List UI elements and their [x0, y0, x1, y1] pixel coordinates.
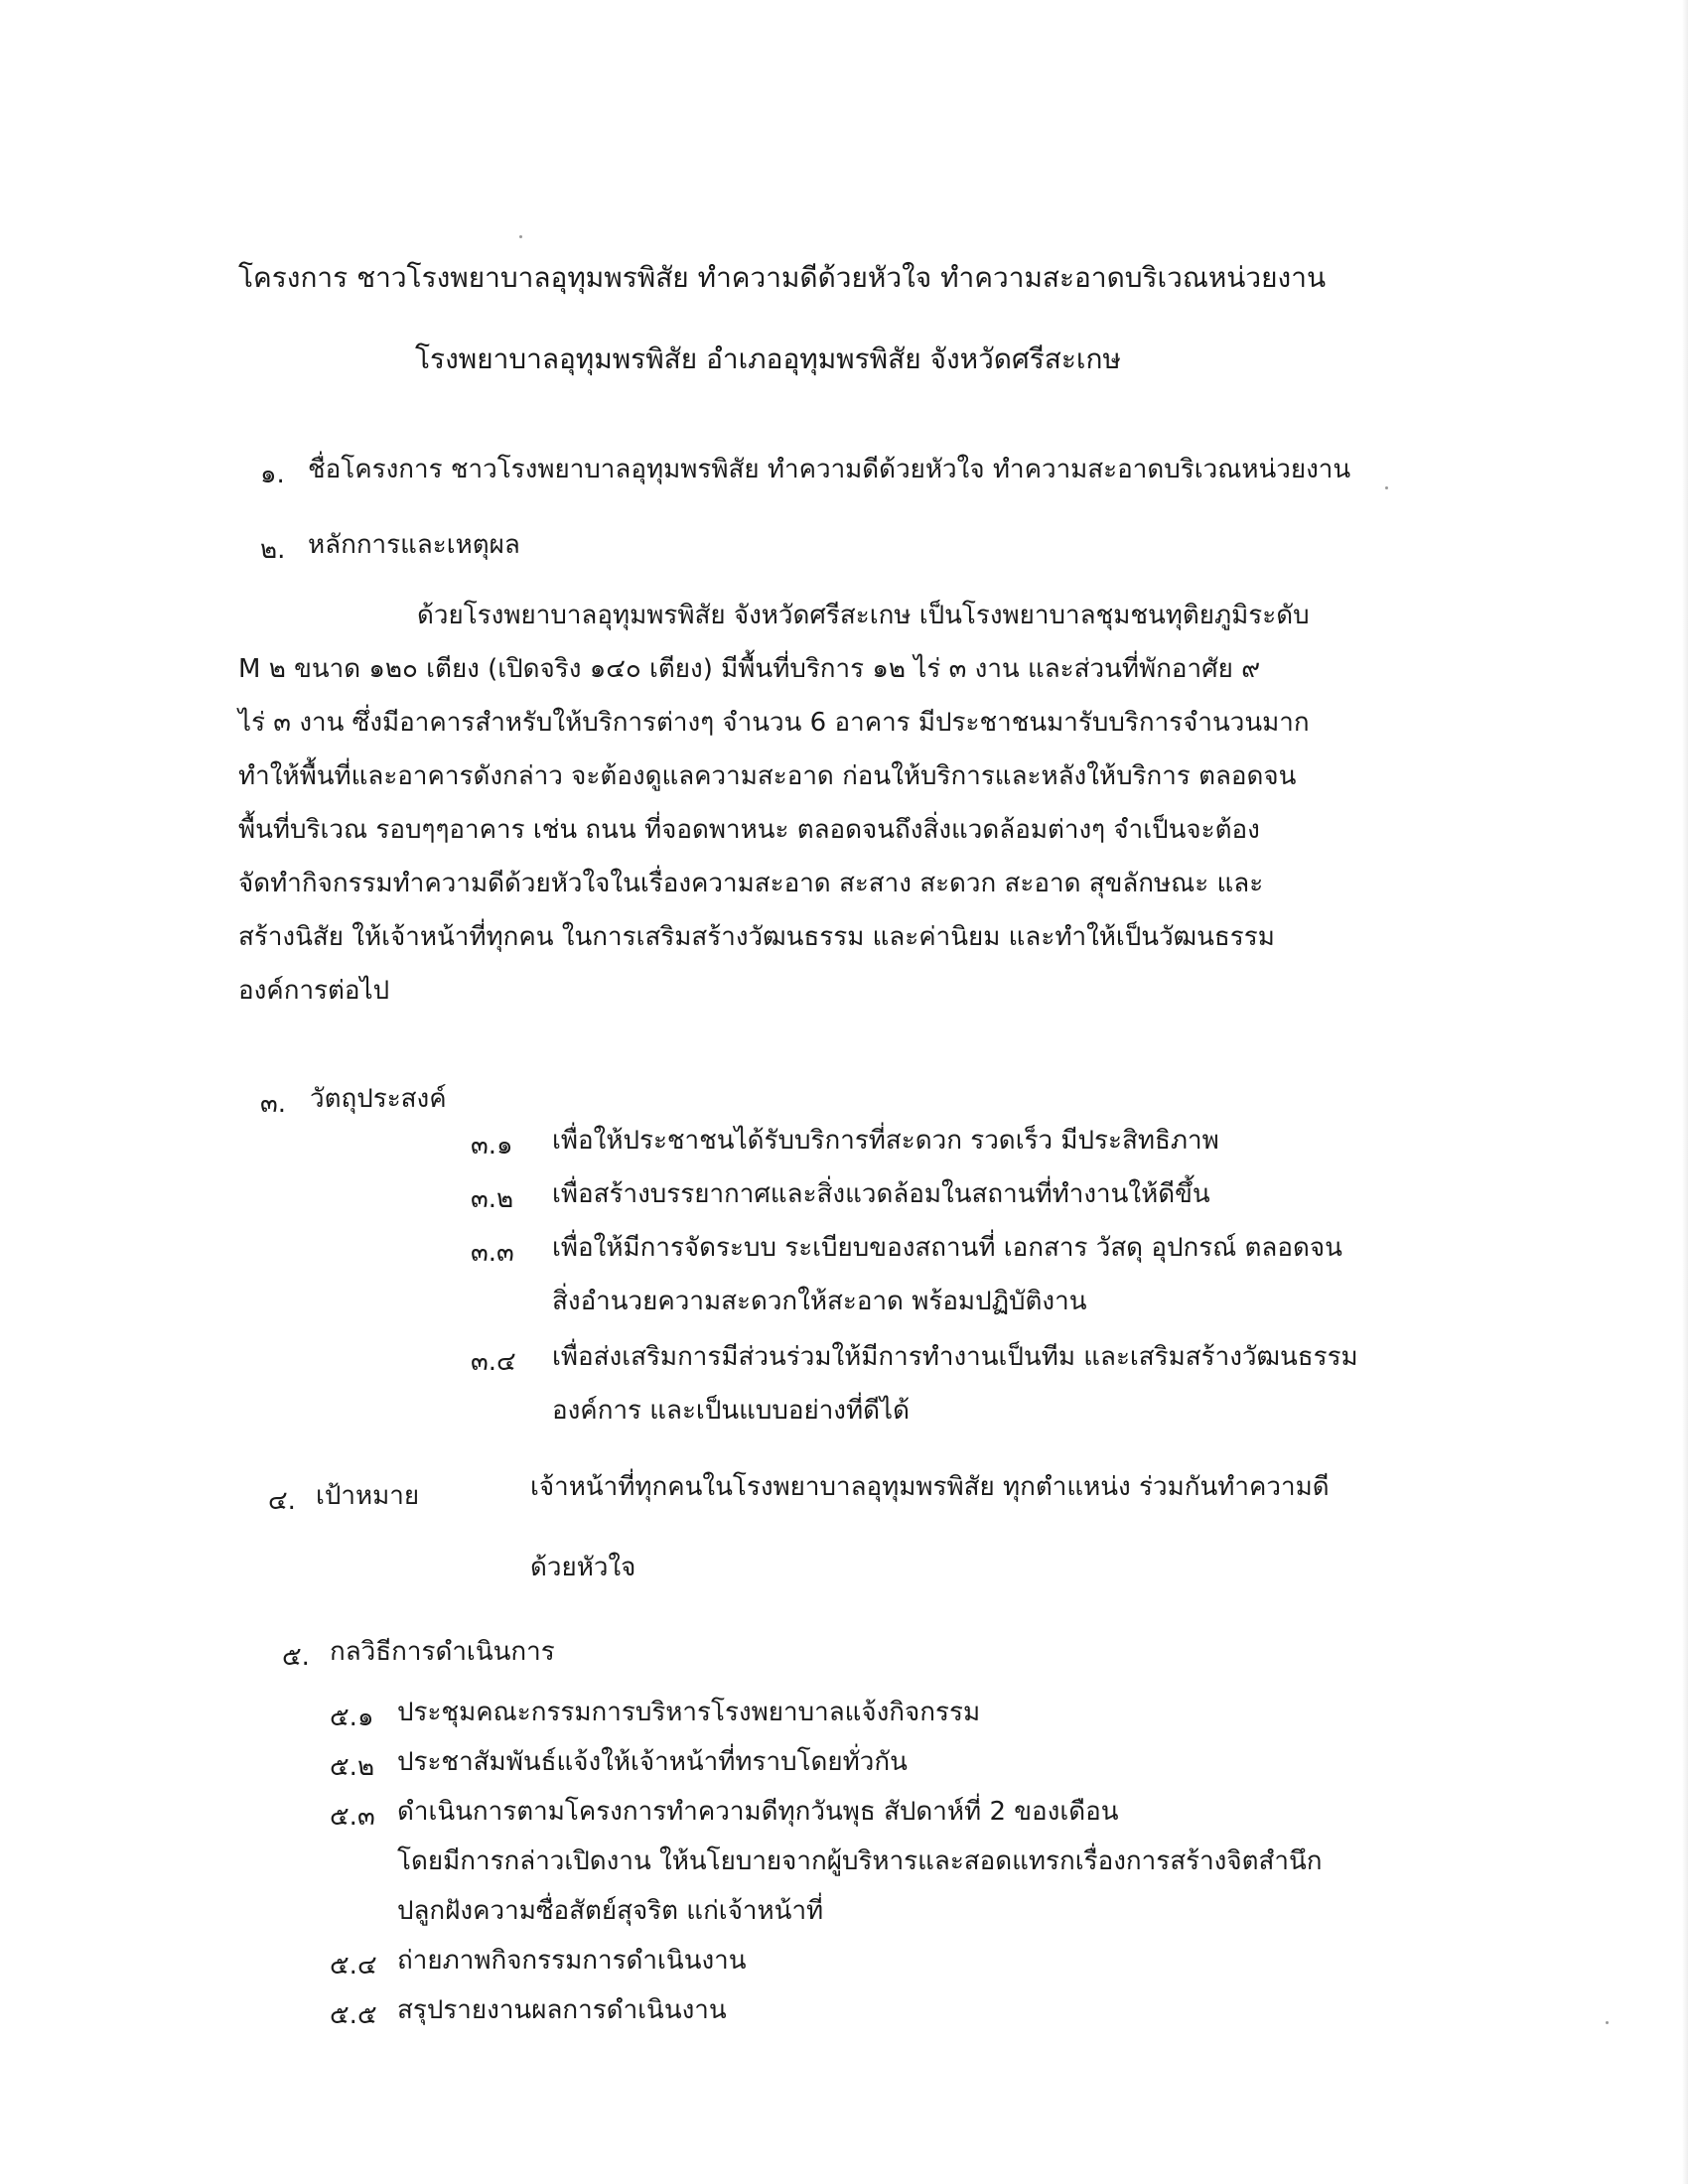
section-3-heading: วัตถุประสงค์: [310, 1084, 447, 1114]
section-2-paragraph-line: M ๒ ขนาด ๑๒๐ เตียง (เปิดจริง ๑๔๐ เตียง) มีพื้นที่บริการ ๑๒ ไร่ ๓ งาน และส่วนที่พักอาศัย ๙: [238, 654, 1261, 684]
objective-text-continued: สิ่งอำนวยความสะดวกให้สะอาด พร้อมปฏิบัติงาน: [552, 1287, 1087, 1316]
objective-number: ๓.๔: [471, 1347, 516, 1377]
section-2-paragraph-line: จัดทำกิจกรรมทำความดีด้วยหัวใจในเรื่องความสะอาด สะสาง สะดวก สะอาด สุขลักษณะ และ: [238, 869, 1264, 898]
method-number: ๕.๔: [330, 1951, 377, 1980]
scan-speck: [1606, 2021, 1609, 2024]
objective-number: ๓.๒: [471, 1184, 514, 1214]
section-5-number: ๕.: [282, 1642, 310, 1672]
method-text: ดำเนินการตามโครงการทำความดีทุกวันพุธ สัปดาห์ที่ 2 ของเดือน: [397, 1797, 1119, 1827]
scan-speck: [1385, 486, 1388, 489]
method-text: ประชาสัมพันธ์แจ้งให้เจ้าหน้าที่ทราบโดยทั่วกัน: [397, 1747, 908, 1777]
section-5-heading: กลวิธีการดำเนินการ: [330, 1637, 555, 1667]
section-4-target-text-continued: ด้วยหัวใจ: [530, 1553, 636, 1582]
method-text: ถ่ายภาพกิจกรรมการดำเนินงาน: [397, 1946, 747, 1976]
method-text-continued: ปลูกฝังความซื่อสัตย์สุจริต แก่เจ้าหน้าที่: [397, 1896, 824, 1926]
section-4-number: ๔.: [268, 1486, 296, 1516]
section-2-heading: หลักการและเหตุผล: [308, 530, 520, 560]
section-1-number: ๑.: [260, 460, 285, 489]
method-number: ๕.๒: [330, 1752, 375, 1782]
document-title-line-2: โรงพยาบาลอุทุมพรพิสัย อำเภออุทุมพรพิสัย จังหวัดศรีสะเกษ: [415, 342, 1121, 375]
section-1-project-name: ชื่อโครงการ ชาวโรงพยาบาลอุทุมพรพิสัย ทำความดีด้วยหัวใจ ทำความสะอาดบริเวณหน่วยงาน: [308, 455, 1351, 484]
scan-speck: [519, 235, 522, 238]
objective-text: เพื่อส่งเสริมการมีส่วนร่วมให้มีการทำงานเป็นทีม และเสริมสร้างวัฒนธรรม: [552, 1342, 1358, 1372]
method-text: สรุปรายงานผลการดำเนินงาน: [397, 1995, 727, 2025]
objective-text: เพื่อสร้างบรรยากาศและสิ่งแวดล้อมในสถานที่ทำงานให้ดีขึ้น: [552, 1179, 1210, 1209]
objective-text: เพื่อให้ประชาชนได้รับบริการที่สะดวก รวดเร็ว มีประสิทธิภาพ: [552, 1126, 1219, 1156]
objective-number: ๓.๑: [471, 1131, 513, 1160]
method-text: ประชุมคณะกรรมการบริหารโรงพยาบาลแจ้งกิจกรรม: [397, 1698, 981, 1727]
section-2-paragraph-line: พื้นที่บริเวณ รอบๆๆอาคาร เช่น ถนน ที่จอดพาหนะ ตลอดจนถึงสิ่งแวดล้อมต่างๆ จำเป็นจะต้อง: [238, 815, 1260, 845]
section-2-paragraph-line: ไร่ ๓ งาน ซึ่งมีอาคารสำหรับให้บริการต่างๆ จำนวน 6 อาคาร มีประชาชนมารับบริการจำนวนมาก: [238, 708, 1310, 738]
scan-edge-shadow: [1682, 0, 1688, 2184]
objective-text-continued: องค์การ และเป็นแบบอย่างที่ดีได้: [552, 1396, 910, 1426]
section-2-paragraph-line: ด้วยโรงพยาบาลอุทุมพรพิสัย จังหวัดศรีสะเกษ เป็นโรงพยาบาลชุมชนทุติยภูมิระดับ: [417, 601, 1310, 630]
objective-text: เพื่อให้มีการจัดระบบ ระเบียบของสถานที่ เอกสาร วัสดุ อุปกรณ์ ตลอดจน: [552, 1233, 1342, 1263]
section-2-paragraph-line: สร้างนิสัย ให้เจ้าหน้าที่ทุกคน ในการเสริมสร้างวัฒนธรรม และค่านิยม และทำให้เป็นวัฒนธรรม: [238, 922, 1275, 952]
method-number: ๕.๑: [330, 1703, 374, 1732]
section-2-number: ๒.: [260, 535, 286, 565]
section-2-paragraph-line: ทำให้พื้นที่และอาคารดังกล่าว จะต้องดูแลความสะอาด ก่อนให้บริการและหลังให้บริการ ตลอดจน: [238, 761, 1297, 791]
method-text-continued: โดยมีการกล่าวเปิดงาน ให้นโยบายจากผู้บริหารและสอดแทรกเรื่องการสร้างจิตสำนึก: [397, 1846, 1323, 1876]
objective-number: ๓.๓: [471, 1238, 514, 1268]
document-title-line-1: โครงการ ชาวโรงพยาบาลอุทุมพรพิสัย ทำความดีด้วยหัวใจ ทำความสะอาดบริเวณหน่วยงาน: [238, 261, 1327, 294]
section-2-paragraph-line: องค์การต่อไป: [238, 976, 390, 1006]
section-3-number: ๓.: [260, 1089, 287, 1119]
section-4-target-text: เจ้าหน้าที่ทุกคนในโรงพยาบาลอุทุมพรพิสัย ทุกตำแหน่ง ร่วมกันทำความดี: [530, 1472, 1330, 1502]
method-number: ๕.๕: [330, 2000, 377, 2030]
method-number: ๕.๓: [330, 1802, 375, 1832]
section-4-heading: เป้าหมาย: [316, 1481, 420, 1511]
